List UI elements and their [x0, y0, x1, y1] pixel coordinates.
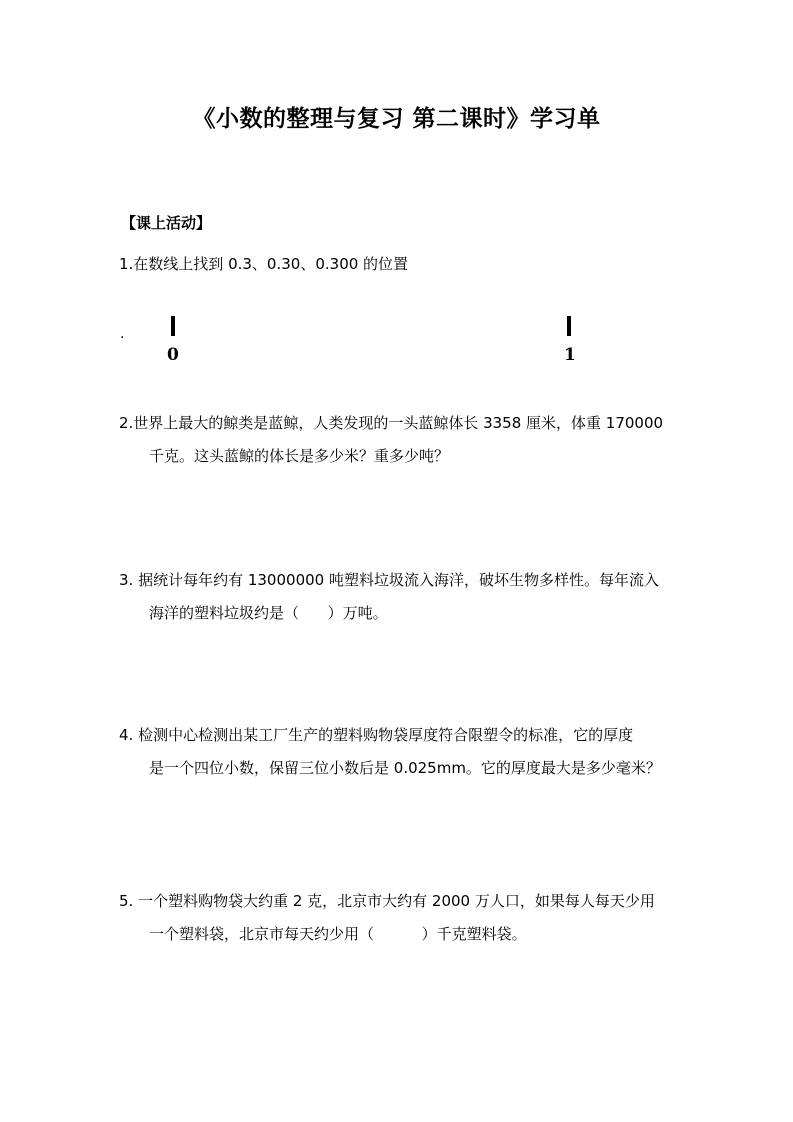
question-1-text: 1.在数线上找到 0.3、0.30、0.300 的位置: [119, 255, 409, 273]
question-3-line-1: 3. 据统计每年约有 13000000 吨塑料垃圾流入海洋，破坏生物多样性。每年流入: [119, 571, 659, 589]
number-line-tick-end: [567, 316, 571, 336]
question-2-line-1: 2.世界上最大的鲸类是蓝鲸，人类发现的一头蓝鲸体长 3358 厘米，体重 170000: [119, 414, 664, 432]
page-title: 《小数的整理与复习 第二课时》学习单: [192, 106, 601, 132]
number-line-tick-start: [171, 316, 175, 336]
question-5-line-2: 一个塑料袋，北京市每天约少用（ ）千克塑料袋。: [149, 925, 527, 943]
question-3-line-2: 海洋的塑料垃圾约是（ ）万吨。: [149, 604, 388, 622]
question-4: [119, 719, 661, 785]
question-5-line-1: 5. 一个塑料购物袋大约重 2 克，北京市大约有 2000 万人口，如果每人每天少用: [119, 892, 655, 910]
question-2: [119, 407, 663, 473]
question-5: [119, 885, 655, 951]
question-1: [119, 248, 408, 281]
question-3: [119, 564, 659, 630]
number-line-label-start: 0: [167, 345, 179, 365]
section-heading: 【课上活动】: [121, 214, 212, 232]
number-line-dot: .: [120, 326, 125, 342]
question-2-line-2: 千克。这头蓝鲸的体长是多少米？重多少吨？: [149, 447, 450, 465]
question-4-line-1: 4. 检测中心检测出某工厂生产的塑料购物袋厚度符合限塑令的标准，它的厚度: [119, 726, 634, 744]
number-line-label-end: 1: [564, 345, 576, 365]
question-4-line-2: 是一个四位小数，保留三位小数后是 0.025mm。它的厚度最大是多少毫米？: [149, 759, 661, 777]
